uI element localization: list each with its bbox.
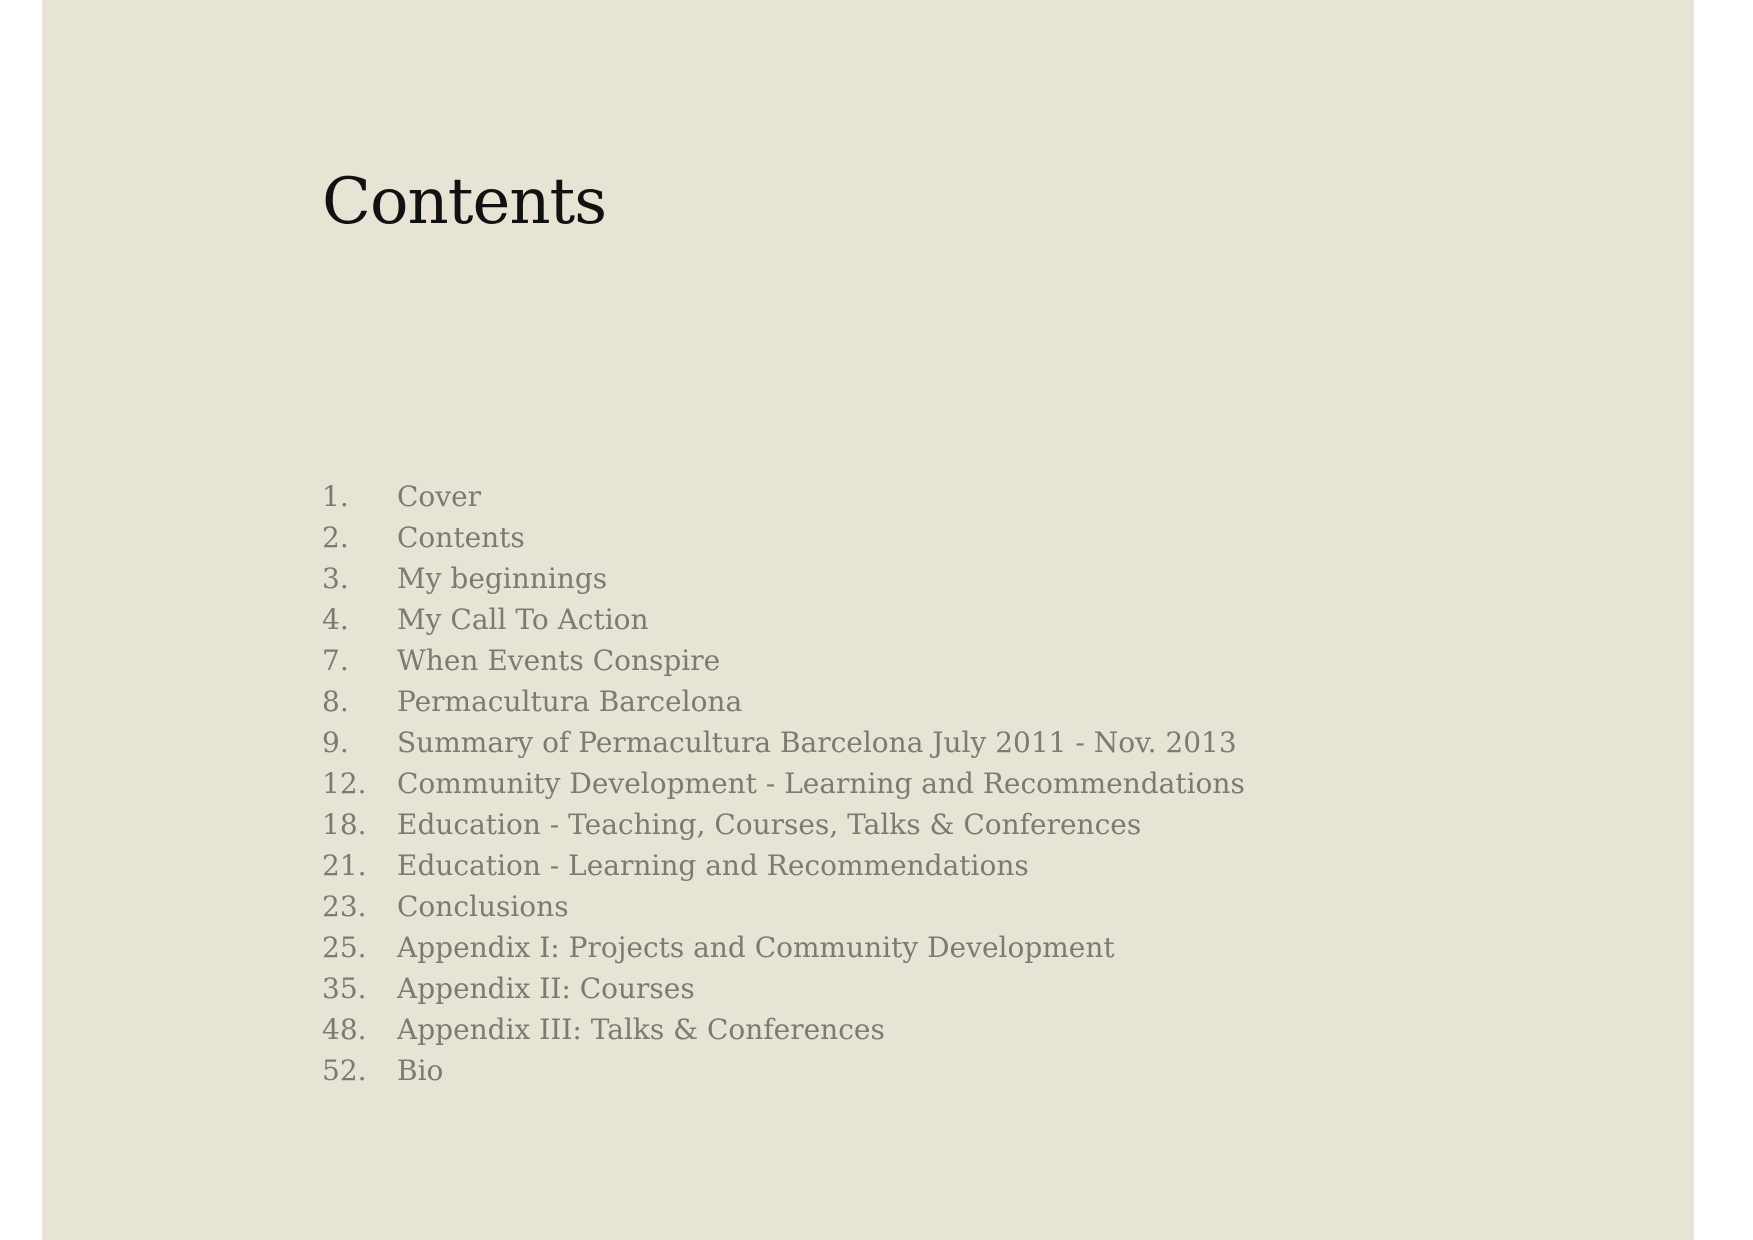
toc-entry-label: My Call To Action <box>397 603 649 636</box>
toc-entry-label: Appendix II: Courses <box>397 972 695 1005</box>
toc-entry <box>322 886 1245 927</box>
toc-entry-label: My beginnings <box>397 562 608 595</box>
toc-entry-label: Community Development - Learning and Recommendations <box>397 767 1245 800</box>
toc-entry-label: Contents <box>397 521 525 554</box>
toc-entry-label: Appendix III: Talks & Conferences <box>397 1013 885 1046</box>
toc-page-number: 1. <box>322 480 349 513</box>
toc-entry <box>322 927 1245 968</box>
toc-entry <box>322 845 1245 886</box>
toc-entry-label: Appendix I: Projects and Community Development <box>397 931 1115 964</box>
toc-page-number: 52. <box>322 1054 367 1087</box>
toc-page-number: 21. <box>322 849 367 882</box>
toc-entry-label: Cover <box>397 480 482 513</box>
toc-entry <box>322 1009 1245 1050</box>
toc-entry <box>322 640 1245 681</box>
toc-page-number: 48. <box>322 1013 367 1046</box>
toc-page-number: 18. <box>322 808 367 841</box>
toc-entry-label: Summary of Permacultura Barcelona July 2011 - Nov. 2013 <box>397 726 1237 759</box>
toc-entry <box>322 517 1245 558</box>
toc-entry <box>322 722 1245 763</box>
toc-entry-label: When Events Conspire <box>397 644 721 677</box>
toc-page-number: 8. <box>322 685 349 718</box>
toc-page-number: 35. <box>322 972 367 1005</box>
toc-entry <box>322 804 1245 845</box>
toc-entry <box>322 763 1245 804</box>
toc-page-number: 25. <box>322 931 367 964</box>
toc-entry <box>322 599 1245 640</box>
toc-entry-label: Education - Learning and Recommendations <box>397 849 1029 882</box>
toc-page-number: 2. <box>322 521 349 554</box>
toc-entry-label: Bio <box>397 1054 444 1087</box>
page-title: Contents <box>322 165 607 239</box>
toc-page-number: 9. <box>322 726 349 759</box>
toc-entry <box>322 968 1245 1009</box>
toc-entry-label: Education - Teaching, Courses, Talks & Conferences <box>397 808 1142 841</box>
toc-entry-label: Conclusions <box>397 890 569 923</box>
toc-page-number: 23. <box>322 890 367 923</box>
table-of-contents <box>322 476 1245 1091</box>
toc-entry <box>322 476 1245 517</box>
toc-page-number: 4. <box>322 603 349 636</box>
toc-page-number: 12. <box>322 767 367 800</box>
toc-entry <box>322 1050 1245 1091</box>
toc-page-number: 3. <box>322 562 349 595</box>
toc-page-number: 7. <box>322 644 349 677</box>
document-page <box>42 0 1694 1240</box>
toc-entry-label: Permacultura Barcelona <box>397 685 743 718</box>
toc-entry <box>322 558 1245 599</box>
toc-entry <box>322 681 1245 722</box>
